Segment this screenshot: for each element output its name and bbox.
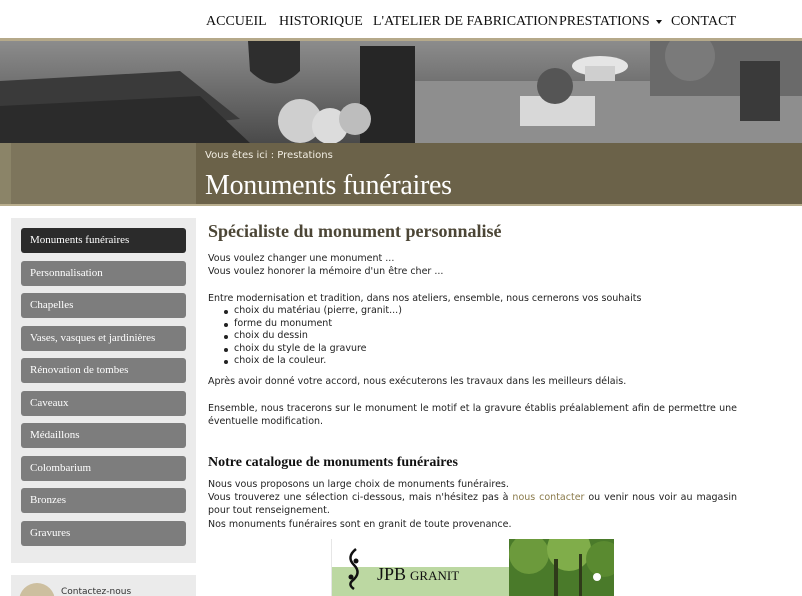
page-title: Monuments funéraires xyxy=(205,170,452,201)
catalog-line-3: renseignement. xyxy=(255,505,330,516)
nav-contact[interactable]: CONTACT xyxy=(671,14,736,29)
sidebar-item-gravures[interactable]: Gravures xyxy=(21,521,186,546)
lead-paragraph: Entre modernisation et tradition, dans nos ateliers, ensemble, nous cernerons vos souhaits xyxy=(208,293,642,304)
sidebar-item-monuments-funeraires[interactable]: Monuments funéraires xyxy=(21,228,186,253)
sidebar xyxy=(11,218,196,563)
list-item: choix du dessin xyxy=(222,330,402,343)
list-item: choix de la couleur. xyxy=(222,355,402,368)
chevron-down-icon xyxy=(656,20,662,24)
nav-atelier[interactable]: L'ATELIER DE FABRICATION xyxy=(373,14,559,29)
top-navigation xyxy=(0,0,802,40)
sidebar-item-personnalisation[interactable]: Personnalisation xyxy=(21,261,186,286)
ensemble-paragraph: Ensemble, nous tracerons sur le monument le motif et la gravure établis préalablement afin de permettre une éventuelle modification. xyxy=(208,403,737,427)
contact-icon xyxy=(19,583,55,596)
tree-illustration xyxy=(509,539,614,596)
catalog-logo-panel xyxy=(331,539,509,596)
sidebar-item-bronzes[interactable]: Bronzes xyxy=(21,488,186,513)
intro-line-1: Vous voulez changer une monument ... xyxy=(208,253,395,264)
banner-illustration xyxy=(0,41,802,143)
nav-accueil[interactable]: ACCUEIL xyxy=(206,14,267,29)
nav-prestations-label: PRESTATIONS xyxy=(559,14,650,29)
choices-list xyxy=(222,305,402,368)
list-item: choix du matériau (pierre, granit...) xyxy=(222,305,402,318)
catalog-tree-photo xyxy=(509,539,614,596)
catalog-paragraph xyxy=(208,491,737,517)
catalog-heading: Notre catalogue de monuments funéraires xyxy=(208,455,458,470)
sidebar-item-vases[interactable]: Vases, vasques et jardinières xyxy=(21,326,186,351)
header-band-accent xyxy=(0,143,11,205)
brand-name-sub: GRANIT xyxy=(410,568,460,583)
after-paragraph: Après avoir donné votre accord, nous exécuterons les travaux dans les meilleurs délais. xyxy=(208,376,627,387)
brand-name-main: JPB xyxy=(377,564,407,584)
nav-prestations[interactable] xyxy=(559,14,662,30)
sidebar-item-chapelles[interactable]: Chapelles xyxy=(21,293,186,318)
list-item: forme du monument xyxy=(222,318,402,331)
nav-historique[interactable]: HISTORIQUE xyxy=(279,14,363,29)
brand-logo-icon xyxy=(342,547,368,591)
catalog-line-4: Nos monuments funéraires sont en granit de toute provenance. xyxy=(208,519,512,530)
brand-name xyxy=(377,564,459,585)
catalog-line-2-text: Vous trouverez une sélection ci-dessous, mais n'hésitez pas à xyxy=(208,492,509,503)
catalog-line-1: Nous vous proposons un large choix de monuments funéraires. xyxy=(208,479,509,490)
sidebar-item-colombarium[interactable]: Colombarium xyxy=(21,456,186,481)
sidebar-item-renovation[interactable]: Rénovation de tombes xyxy=(21,358,186,383)
header-divider xyxy=(0,204,802,206)
header-band-left-panel xyxy=(11,143,196,205)
sidebar-item-caveaux[interactable]: Caveaux xyxy=(21,391,186,416)
breadcrumb: Vous êtes ici : Prestations xyxy=(205,150,333,161)
contact-widget[interactable] xyxy=(11,575,196,596)
list-item: choix du style de la gravure xyxy=(222,343,402,356)
contact-link[interactable]: nous contacter xyxy=(512,492,585,503)
intro-line-2: Vous voulez honorer la mémoire d'un être cher ... xyxy=(208,266,444,277)
sidebar-item-medaillons[interactable]: Médaillons xyxy=(21,423,186,448)
catalog-banner-image[interactable] xyxy=(331,539,614,596)
catalog-line-2-text-end: ou venir nous voir au magasin pour tout xyxy=(208,492,737,516)
banner-photo xyxy=(0,41,802,143)
contact-label: Contactez-nous xyxy=(61,587,132,596)
content-heading: Spécialiste du monument personnalisé xyxy=(208,221,502,241)
